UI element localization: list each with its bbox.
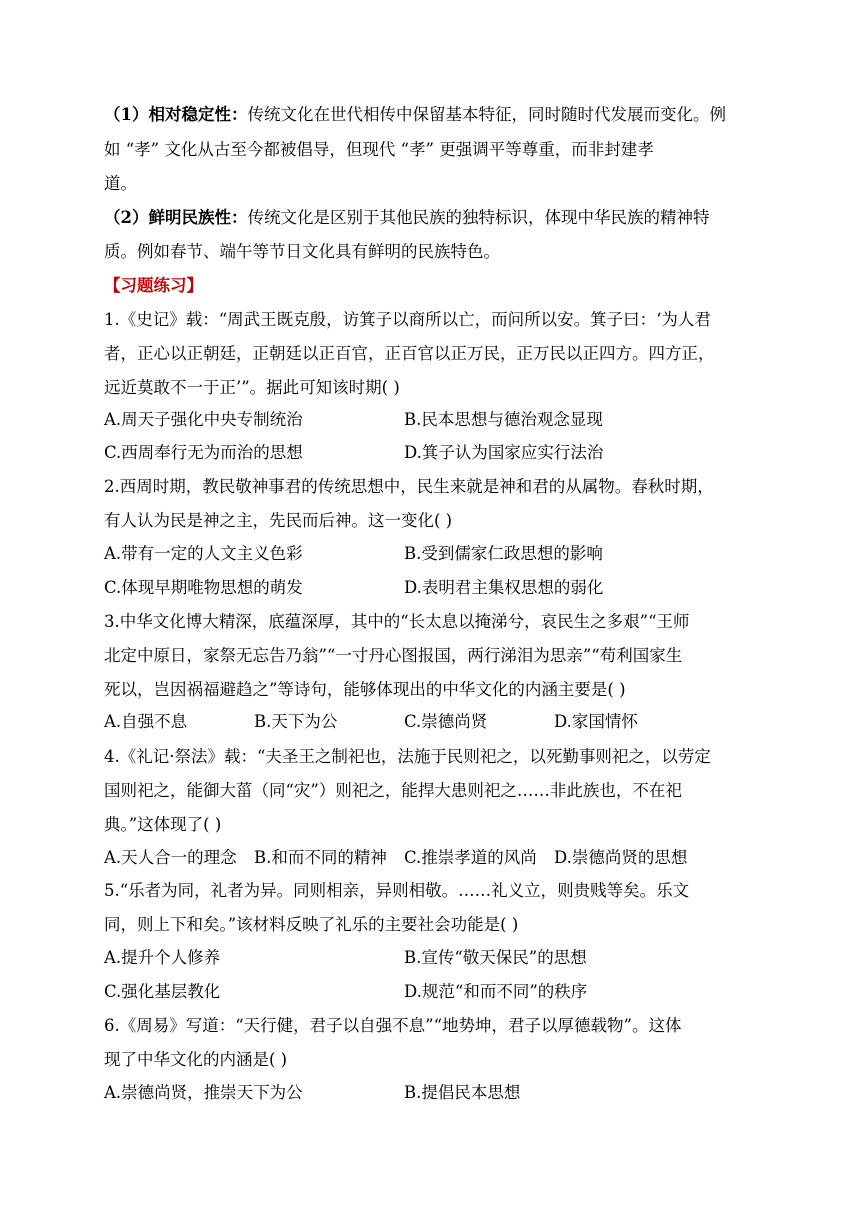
question-6-stem-line-1: 6.《周易》写道：“天行健，君子以自强不息”“地势坤，君子以厚德载物”。这体 xyxy=(104,1016,682,1035)
question-1-option-d: D.箕子认为国家应实行法治 xyxy=(404,443,604,462)
question-2-stem-line-1: 2.西周时期，教民敬神事君的传统思想中，民生来就是神和君的从属物。春秋时期， xyxy=(104,477,714,496)
concept-1-line-2: 如 “孝” 文化从古至今都被倡导，但现代 “孝” 更强调平等尊重，而非封建孝 xyxy=(104,140,654,159)
question-3-stem-line-2: 北定中原日，家祭无忘告乃翁”“一寸丹心图报国，两行涕泪为思亲”“苟利国家生 xyxy=(104,646,683,665)
concept-1-line-3: 道。 xyxy=(104,174,137,193)
question-5-option-a: A.提升个人修养 xyxy=(104,948,221,967)
question-6-stem-line-2: 现了中华文化的内涵是( ) xyxy=(104,1050,288,1069)
question-2-stem-line-2: 有人认为民是神之主，先民而后神。这一变化( ) xyxy=(104,511,453,530)
question-1-option-a: A.周天子强化中央专制统治 xyxy=(104,410,303,429)
question-5-option-d: D.规范“和而不同”的秩序 xyxy=(404,982,588,1001)
question-1-option-b: B.民本思想与德治观念显现 xyxy=(404,410,603,429)
question-3-stem-line-3: 死以，岂因祸福避趋之”等诗句，能够体现出的中华文化的内涵主要是( ) xyxy=(104,680,626,699)
question-5-stem-line-2: 同，则上下和矣。”该材料反映了礼乐的主要社会功能是( ) xyxy=(104,915,519,934)
question-4-stem-line-1: 4.《礼记·祭法》载：“夫圣王之制祀也，法施于民则祀之，以死勤事则祀之，以劳定 xyxy=(104,747,711,766)
question-1-stem-line-1: 1.《史记》载：“周武王既克殷，访箕子以商所以亡，而问所以安。箕子曰：‘为人君 xyxy=(104,310,711,329)
section-heading: 【习题练习】 xyxy=(104,276,203,295)
question-4-option-d: D.崇德尚贤的思想 xyxy=(554,848,688,867)
question-1-option-c: C.西周奉行无为而治的思想 xyxy=(104,443,303,462)
question-2-option-a: A.带有一定的人文主义色彩 xyxy=(104,544,303,563)
question-4-option-c: C.推崇孝道的风尚 xyxy=(404,848,537,867)
question-3-option-a: A.自强不息 xyxy=(104,712,188,731)
concept-1-label: （1）相对稳定性： xyxy=(104,105,248,124)
concept-1-line-1: （1）相对稳定性：传统文化在世代相传中保留基本特征，同时随时代发展而变化。例 xyxy=(104,105,726,124)
question-4-option-a: A.天人合一的理念 xyxy=(104,848,237,867)
concept-2-line-1: （2）鲜明民族性：传统文化是区别于其他民族的独特标识，体现中华民族的精神特 xyxy=(104,208,710,227)
question-2-option-c: C.体现早期唯物思想的萌发 xyxy=(104,578,303,597)
question-3-option-c: C.崇德尚贤 xyxy=(404,712,488,731)
question-3-option-b: B.天下为公 xyxy=(254,712,338,731)
question-5-option-b: B.宣传“敬天保民”的思想 xyxy=(404,948,587,967)
concept-2-line-2: 质。例如春节、端午等节日文化具有鲜明的民族特色。 xyxy=(104,242,500,261)
question-5-option-c: C.强化基层教化 xyxy=(104,982,221,1001)
question-1-stem-line-2: 者，正心以正朝廷，正朝廷以正百官，正百官以正万民，正万民以正四方。四方正， xyxy=(104,344,715,363)
question-6-option-b: B.提倡民本思想 xyxy=(404,1083,521,1102)
question-4-stem-line-2: 国则祀之，能御大菑（同“灾”）则祀之，能捍大患则祀之……非此族也，不在祀 xyxy=(104,781,682,800)
concept-2-label: （2）鲜明民族性： xyxy=(104,208,248,227)
question-4-option-b: B.和而不同的精神 xyxy=(254,848,387,867)
question-3-stem-line-1: 3.中华文化博大精深，底蕴深厚，其中的“长太息以掩涕兮，哀民生之多艰”“王师 xyxy=(104,612,690,631)
question-5-stem-line-1: 5.“乐者为同，礼者为异。同则相亲，异则相敬。……礼义立，则贵贱等矣。乐文 xyxy=(104,881,690,900)
question-2-option-d: D.表明君主集权思想的弱化 xyxy=(404,578,604,597)
question-6-option-a: A.崇德尚贤，推崇天下为公 xyxy=(104,1083,303,1102)
question-2-option-b: B.受到儒家仁政思想的影响 xyxy=(404,544,603,563)
question-1-stem-line-3: 远近莫敢不一于正’”。据此可知该时期( ) xyxy=(104,378,400,397)
question-4-stem-line-3: 典。”这体现了( ) xyxy=(104,815,222,834)
question-3-option-d: D.家国情怀 xyxy=(554,712,638,731)
